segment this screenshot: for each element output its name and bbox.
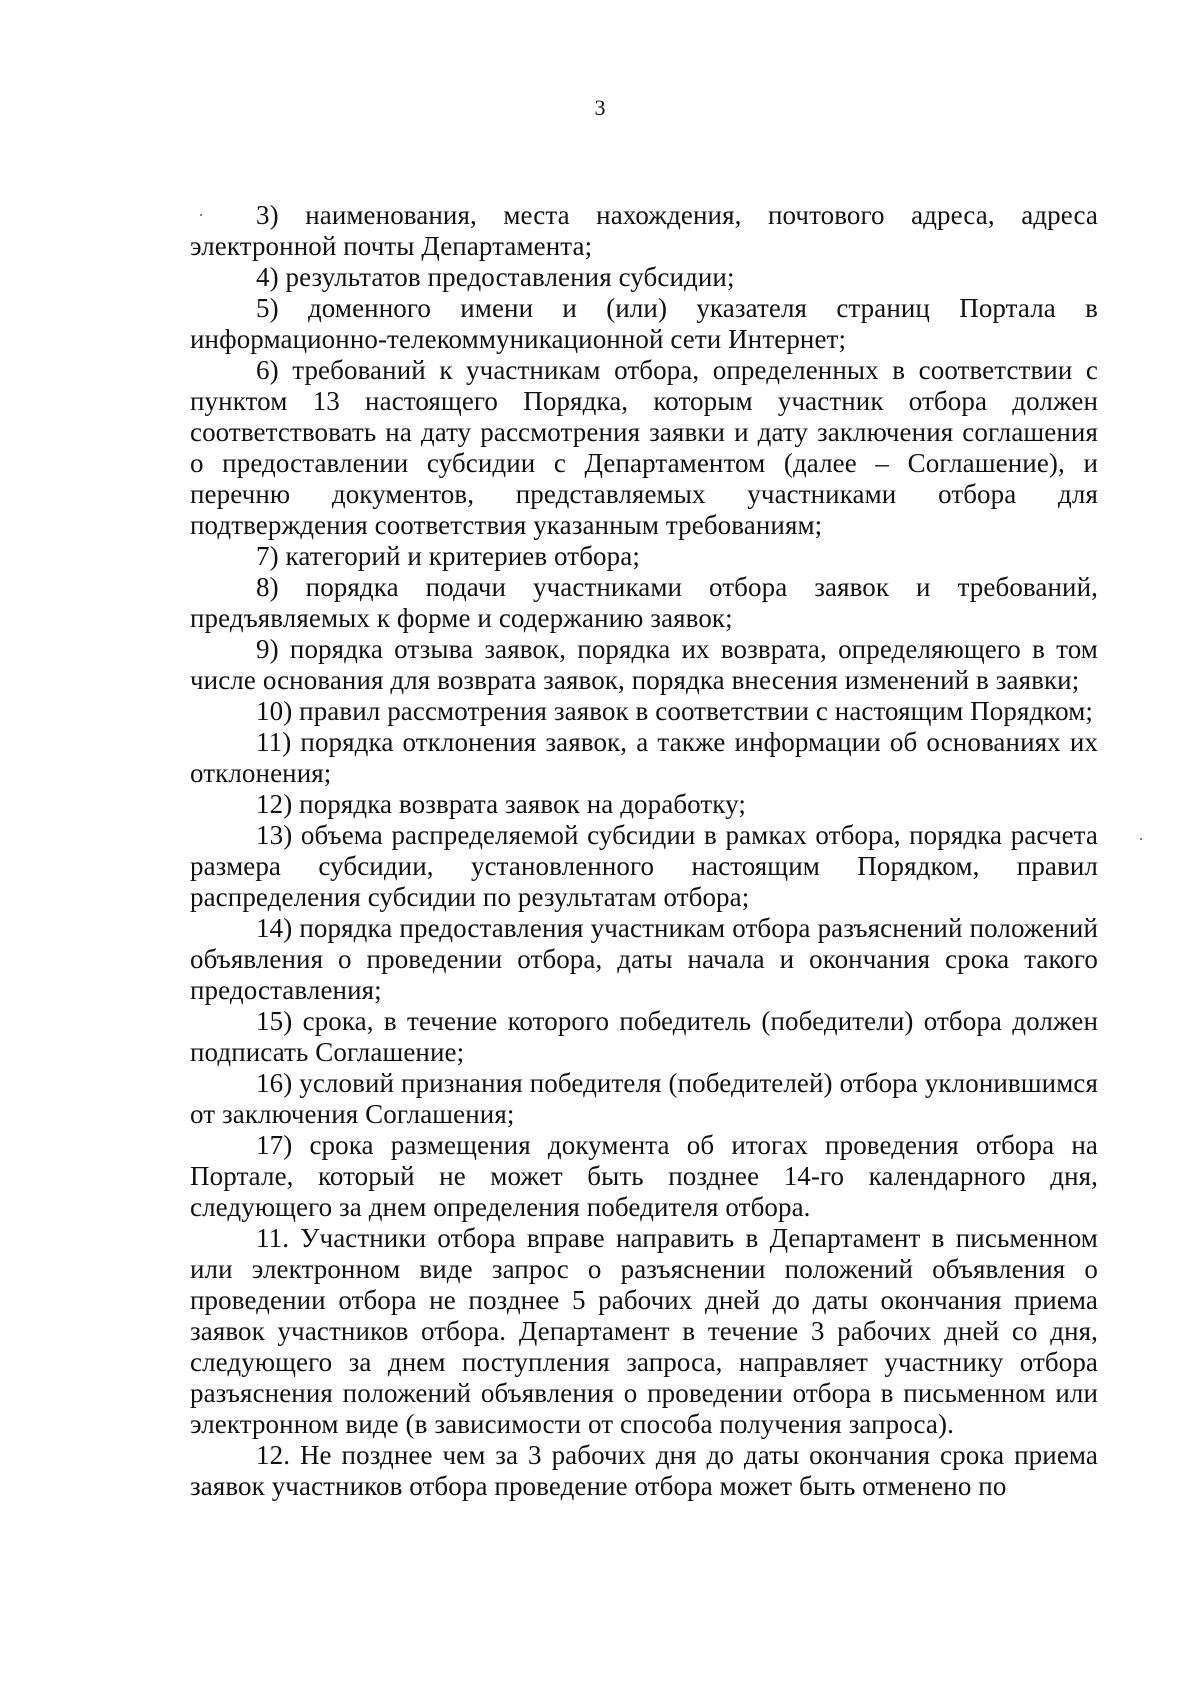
list-item-13: 13) объема распределяемой субсидии в рамках отбора, порядка расчета размера субсидии, установленного настоящим Порядком, правил распределения субсидии по результатам отбора; [190,820,1098,912]
document-body [190,200,1098,1502]
list-item-11: 11) порядка отклонения заявок, а также информации об основаниях их отклонения; [190,727,1098,788]
page-number: 3 [594,95,606,120]
list-item-5: 5) доменного имени и (или) указателя страниц Портала в информационно-телекоммуникационной сети Интернет; [190,293,1098,354]
scan-speck [1140,838,1142,840]
list-item-15: 15) срока, в течение которого победитель (победители) отбора должен подписать Соглашение; [190,1006,1098,1067]
list-item-16: 16) условий признания победителя (победителей) отбора уклонившимся от заключения Соглашения; [190,1068,1098,1129]
list-item-4: 4) результатов предоставления субсидии; [256,262,735,292]
list-item-3: 3) наименования, места нахождения, почтового адреса, адреса электронной почты Департамента; [190,200,1098,261]
section-11-paragraph: 11. Участники отбора вправе направить в Департамент в письменном или электронном виде запрос о разъяснении положений объявления о проведении отбора не позднее 5 рабочих дней до даты окончания приема заявок участников отбора. Департамент в течение 3 рабочих дней со дня, следующего за днем поступления запроса, направляет участнику отбора разъяснения положений объявления о проведении отбора в письменном или электронном виде (в зависимости от способа получения запроса). [190,1223,1098,1439]
section-12-paragraph: 12. Не позднее чем за 3 рабочих дня до даты окончания срока приема заявок участников отбора проведение отбора может быть отменено по [190,1440,1098,1501]
list-item-7: 7) категорий и критериев отбора; [256,541,640,571]
list-item-9: 9) порядка отзыва заявок, порядка их возврата, определяющего в том числе основания для возврата заявок, порядка внесения изменений в заявки; [190,634,1098,695]
list-item-10: 10) правил рассмотрения заявок в соответствии с настоящим Порядком; [256,696,1094,726]
list-item-6: 6) требований к участникам отбора, определенных в соответствии с пунктом 13 настоящего Порядка, которым участник отбора должен соответствовать на дату рассмотрения заявки и дату заключения соглашения о предоставлении субсидии с Департаментом (далее – Соглашение), и перечню документов, представляемых участниками отбора для подтверждения соответствия указанным требованиям; [190,355,1098,540]
list-item-14: 14) порядка предоставления участникам отбора разъяснений положений объявления о проведении отбора, даты начала и окончания срока такого предоставления; [190,913,1098,1005]
list-item-17: 17) срока размещения документа об итогах проведения отбора на Портале, который не может быть позднее 14-го календарного дня, следующего за днем определения победителя отбора. [190,1130,1098,1222]
scan-speck [200,214,202,216]
list-item-8: 8) порядка подачи участниками отбора заявок и требований, предъявляемых к форме и содержанию заявок; [190,572,1098,633]
list-item-12: 12) порядка возврата заявок на доработку; [256,789,746,819]
